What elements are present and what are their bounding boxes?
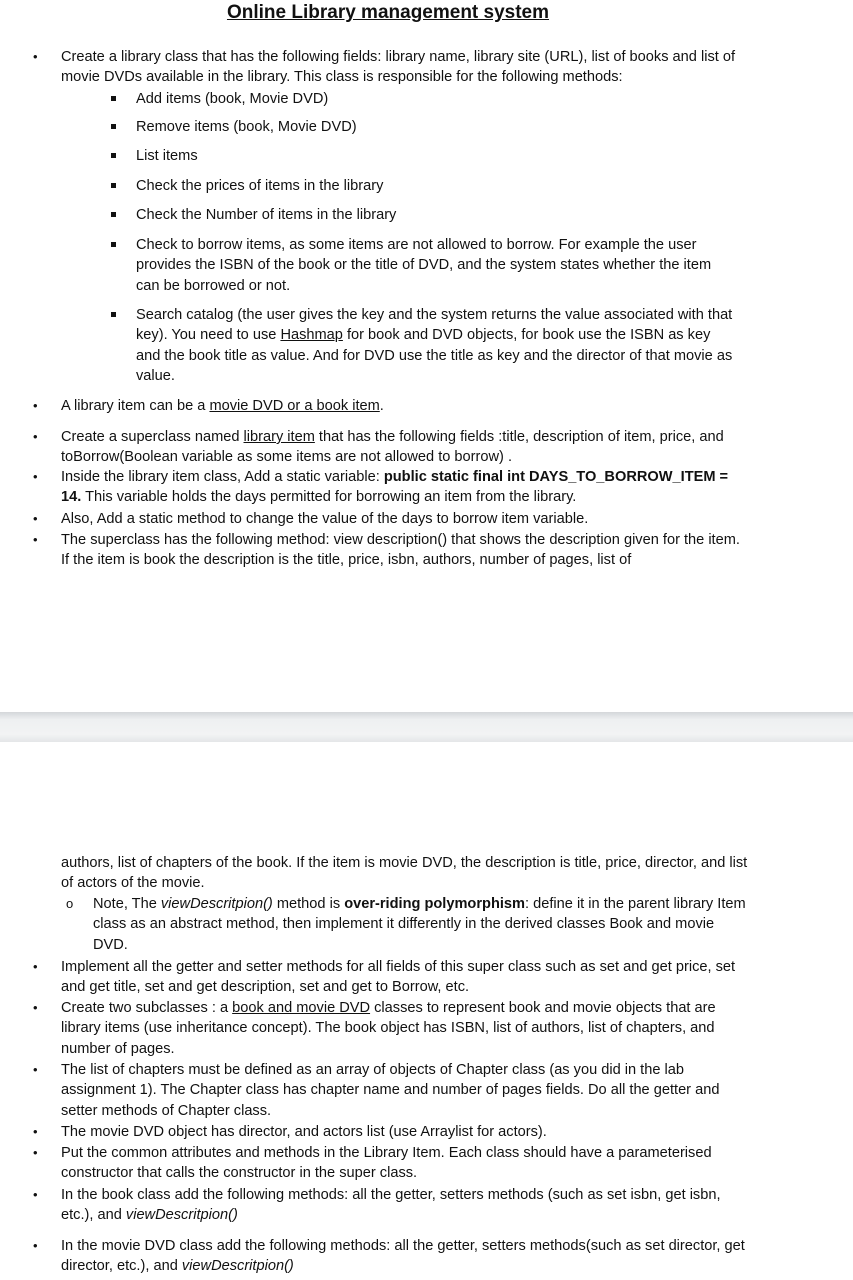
method-item: List items	[136, 146, 736, 166]
method-item: Check the Number of items in the library	[136, 205, 736, 225]
circle-bullet-icon: o	[66, 896, 74, 911]
bullet-icon: •	[33, 1145, 38, 1160]
square-bullet-icon	[111, 212, 116, 217]
square-bullet-icon	[111, 153, 116, 158]
list-item-dvd-methods: • In the movie DVD class add the following methods: all the getter, setters methods(such as set director, get director, etc.), and viewDescritpion()	[33, 1238, 745, 1275]
page-break	[0, 712, 853, 742]
method-item-search-catalog: Search catalog (the user gives the key and the system returns the value associated with that key). You need to use Hashmap for book and DVD objects, for book use the ISBN as key and the book title as value. And for DVD use the title as key and the director of that movie as value.	[136, 305, 736, 387]
bullet-icon: •	[33, 532, 38, 547]
square-bullet-icon	[111, 96, 116, 101]
list-item-view-description: • The superclass has the following method: view description() that shows the description given for the item. If the item is book the description is the title, price, isbn, authors, number of pages, list of	[33, 532, 740, 569]
list-item-library-item: • A library item can be a movie DVD or a book item.	[61, 396, 751, 416]
sub-item-note: o Note, The viewDescritpion() method is over-riding polymorphism: define it in the parent library Item class as an abstract method, then implement it differently in the derived classes Book and movie DVD.	[66, 896, 746, 953]
list-item-common-attributes: • Put the common attributes and methods in the Library Item. Each class should have a parameterised constructor that calls the constructor in the super class.	[33, 1145, 712, 1182]
list-item-subclasses: • Create two subclasses : a book and movie DVD classes to represent book and movie objects that are library items (use inheritance concept). The book object has ISBN, list of authors, list of chapters, and number of pages.	[33, 1000, 716, 1057]
list-item-library-class: • Create a library class that has the following fields: library name, library site (URL), list of books and list of movie DVDs available in the library. This class is responsible for the following methods:	[33, 49, 736, 86]
list-item-chapters: • The list of chapters must be defined as an array of objects of Chapter class (as you did in the lab assignment 1). The Chapter class has chapter name and number of pages fields. Do all the getter and setter methods of Chapter class.	[33, 1062, 720, 1119]
bullet-icon: •	[33, 49, 38, 64]
bullet-icon: •	[33, 398, 38, 413]
bullet-icon: •	[33, 1000, 38, 1015]
bullet-icon: •	[33, 1238, 38, 1253]
list-item-getters-setters: • Implement all the getter and setter methods for all fields of this super class such as set and get price, set and get title, set and get description, set and get to Borrow, etc.	[33, 959, 736, 996]
bullet-icon: •	[33, 1062, 38, 1077]
bullet-icon: •	[33, 429, 38, 444]
square-bullet-icon	[111, 242, 116, 247]
list-item-superclass: • Create a superclass named library item that has the following fields :title, description of item, price, and toBorrow(Boolean variable as some items are not allowed to borrow) .	[33, 429, 724, 466]
square-bullet-icon	[111, 124, 116, 129]
list-item-static-variable: • Inside the library item class, Add a static variable: public static final int DAYS_TO_BORROW_ITEM = 14. This variable holds the days permitted for borrowing an item from the library.	[33, 469, 729, 506]
bullet-icon: •	[33, 959, 38, 974]
bullet-icon: •	[33, 469, 38, 484]
list-item-book-methods: • In the book class add the following methods: all the getter, setters methods (such as set isbn, get isbn, etc.), and viewDescritpion()	[33, 1187, 721, 1224]
method-item: Remove items (book, Movie DVD)	[136, 117, 736, 137]
square-bullet-icon	[111, 183, 116, 188]
bullet-icon: •	[33, 1187, 38, 1202]
list-item-view-description-continued: authors, list of chapters of the book. If the item is movie DVD, the description is title, price, director, and list of actors of the movie.	[61, 855, 748, 892]
document-title: Online Library management system	[226, 2, 550, 23]
method-item: Check to borrow items, as some items are not allowed to borrow. For example the user provides the ISBN of the book or the title of DVD, and the system states whether the item can be borrowed or not.	[136, 235, 736, 296]
method-item: Add items (book, Movie DVD)	[136, 89, 736, 109]
list-item-static-method: • Also, Add a static method to change the value of the days to borrow item variable.	[61, 509, 751, 529]
bullet-icon: •	[33, 511, 38, 526]
list-item-dvd-object: • The movie DVD object has director, and actors list (use Arraylist for actors).	[61, 1122, 751, 1142]
square-bullet-icon	[111, 312, 116, 317]
bullet-icon: •	[33, 1124, 38, 1139]
method-item: Check the prices of items in the library	[136, 176, 736, 196]
